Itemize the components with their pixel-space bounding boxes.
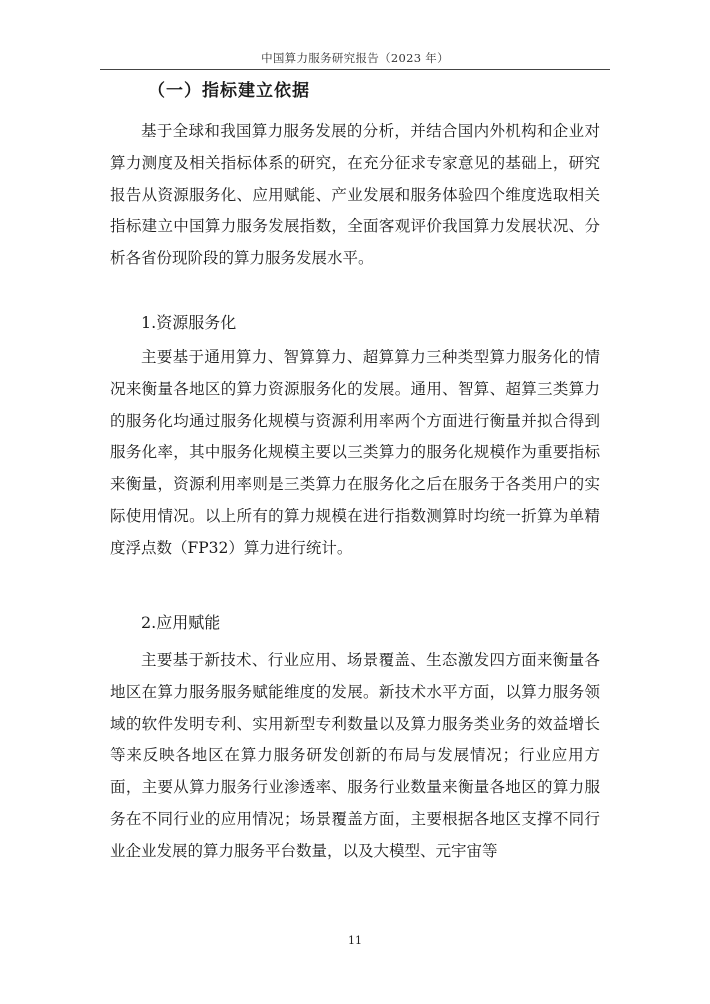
section-title: （一）指标建立依据 [148,81,310,101]
application-paragraph: 主要基于新技术、行业应用、场景覆盖、生态激发四方面来衡量各地区在算力服务服务赋能维度的发展。新技术水平方面，以算力服务领域的软件发明专利、实用新型专利数量以及算力服务类业务的效益增长等来反映各地区在算力服务研发创新的布局与发展情况；行业应用方面，主要从算力服务行业渗透率、服务行业数量来衡量各地区的算力服务在不同行业的应用情况；场景覆盖方面，主要根据各地区支撑不同行业企业发展的算力服务平台数量，以及大模型、元宇宙等 [110,651,600,860]
page-number: 11 [348,934,362,947]
resource-paragraph: 主要基于通用算力、智算算力、超算算力三种类型算力服务化的情况来衡量各地区的算力资源服务化的发展。通用、智算、超算三类算力的服务化均通过服务化规模与资源利用率两个方面进行衡量并拟合得到服务化率，其中服务化规模主要以三类算力的服务化规模作为重要指标来衡量，资源利用率则是三类算力在服务化之后在服务于各类用户的实际使用情况。以上所有的算力规模在进行指数测算时均统一折算为单精度浮点数（FP32）算力进行统计。 [110,348,600,557]
subheading-application-empowerment: 2.应用赋能 [141,613,221,632]
running-header: 中国算力服务研究报告（2023 年） [100,50,610,70]
subheading-resource-servitization: 1.资源服务化 [141,313,237,332]
intro-paragraph: 基于全球和我国算力服务发展的分析，并结合国内外机构和企业对算力测度及相关指标体系的研究，在充分征求专家意见的基础上，研究报告从资源服务化、应用赋能、产业发展和服务体验四个维度选取相关指标建立中国算力服务发展指数，全面客观评价我国算力发展状况、分析各省份现阶段的算力服务发展水平。 [110,122,600,268]
